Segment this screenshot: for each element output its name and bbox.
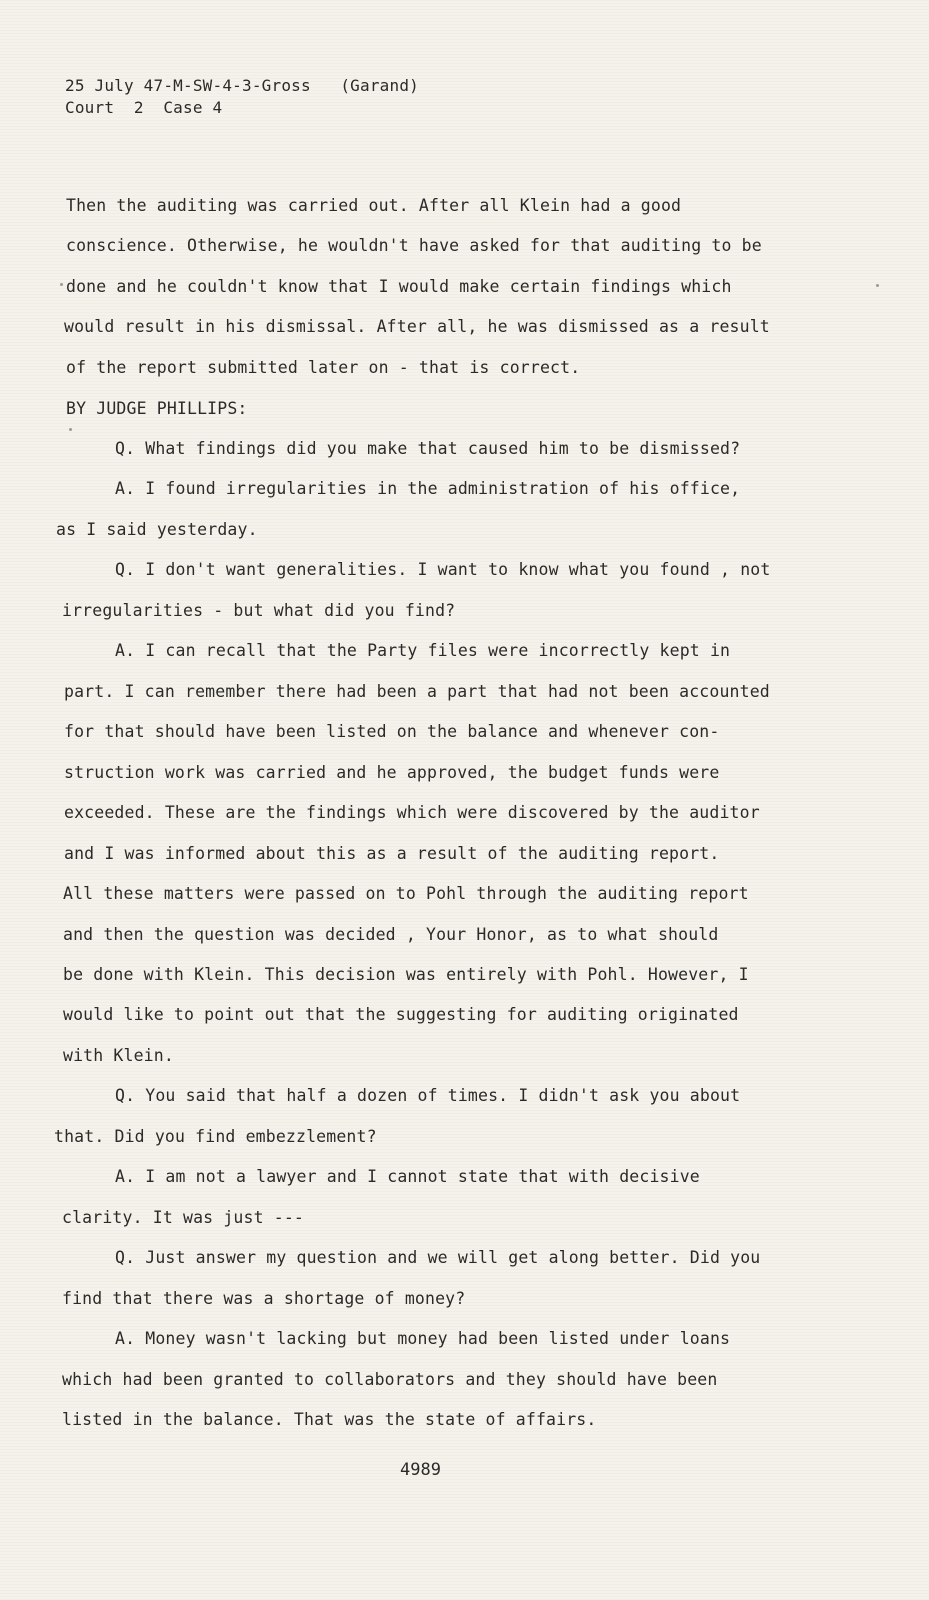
text-line: which had been granted to collaborators and they should have been: [62, 1370, 718, 1389]
text-line: Then the auditing was carried out. After all Klein had a good: [66, 196, 682, 215]
text-line: exceeded. These are the findings which were discovered by the auditor: [64, 803, 760, 822]
question-line: Q. Just answer my question and we will get along better. Did you: [115, 1248, 761, 1267]
text-line: would like to point out that the suggesting for auditing originated: [63, 1005, 739, 1024]
text-line: would result in his dismissal. After all, he was dismissed as a result: [64, 317, 770, 336]
text-line: with Klein.: [63, 1046, 174, 1065]
text-line: for that should have been listed on the balance and whenever con-: [64, 722, 720, 741]
text-line: All these matters were passed on to Pohl through the auditing report: [63, 884, 749, 903]
text-line: that. Did you find embezzlement?: [54, 1127, 377, 1146]
text-line: be done with Klein. This decision was entirely with Pohl. However, I: [63, 965, 749, 984]
answer-line: A. I can recall that the Party files were incorrectly kept in: [115, 641, 731, 660]
text-line: as I said yesterday.: [56, 520, 258, 539]
text-line: and then the question was decided , Your Honor, as to what should: [63, 925, 719, 944]
text-line: irregularities - but what did you find?: [62, 601, 456, 620]
examiner-heading: BY JUDGE PHILLIPS:: [66, 399, 248, 418]
paper-speck: [60, 283, 63, 286]
text-line: struction work was carried and he approved, the budget funds were: [64, 763, 720, 782]
text-line: conscience. Otherwise, he wouldn't have asked for that auditing to be: [66, 236, 762, 255]
text-line: clarity. It was just ---: [62, 1208, 305, 1227]
question-line: Q. What findings did you make that caused him to be dismissed?: [115, 439, 741, 458]
text-line: of the report submitted later on - that is correct.: [66, 358, 581, 377]
text-line: done and he couldn't know that I would make certain findings which: [66, 277, 732, 296]
paper-speck: [69, 428, 72, 431]
question-line: Q. You said that half a dozen of times. I didn't ask you about: [115, 1086, 741, 1105]
header-line-2: Court 2 Case 4: [65, 98, 223, 117]
text-line: listed in the balance. That was the state of affairs.: [62, 1410, 597, 1429]
answer-line: A. I found irregularities in the administration of his office,: [115, 479, 741, 498]
answer-line: A. Money wasn't lacking but money had been listed under loans: [115, 1329, 731, 1348]
answer-line: A. I am not a lawyer and I cannot state that with decisive: [115, 1167, 700, 1186]
question-line: Q. I don't want generalities. I want to know what you found , not: [115, 560, 771, 579]
paper-speck: [876, 284, 879, 287]
text-line: find that there was a shortage of money?: [62, 1289, 466, 1308]
page-number: 4989: [400, 1460, 441, 1480]
header-line-1: 25 July 47-M-SW-4-3-Gross (Garand): [65, 76, 419, 95]
text-line: part. I can remember there had been a part that had not been accounted: [64, 682, 770, 701]
text-line: and I was informed about this as a result of the auditing report.: [64, 844, 720, 863]
